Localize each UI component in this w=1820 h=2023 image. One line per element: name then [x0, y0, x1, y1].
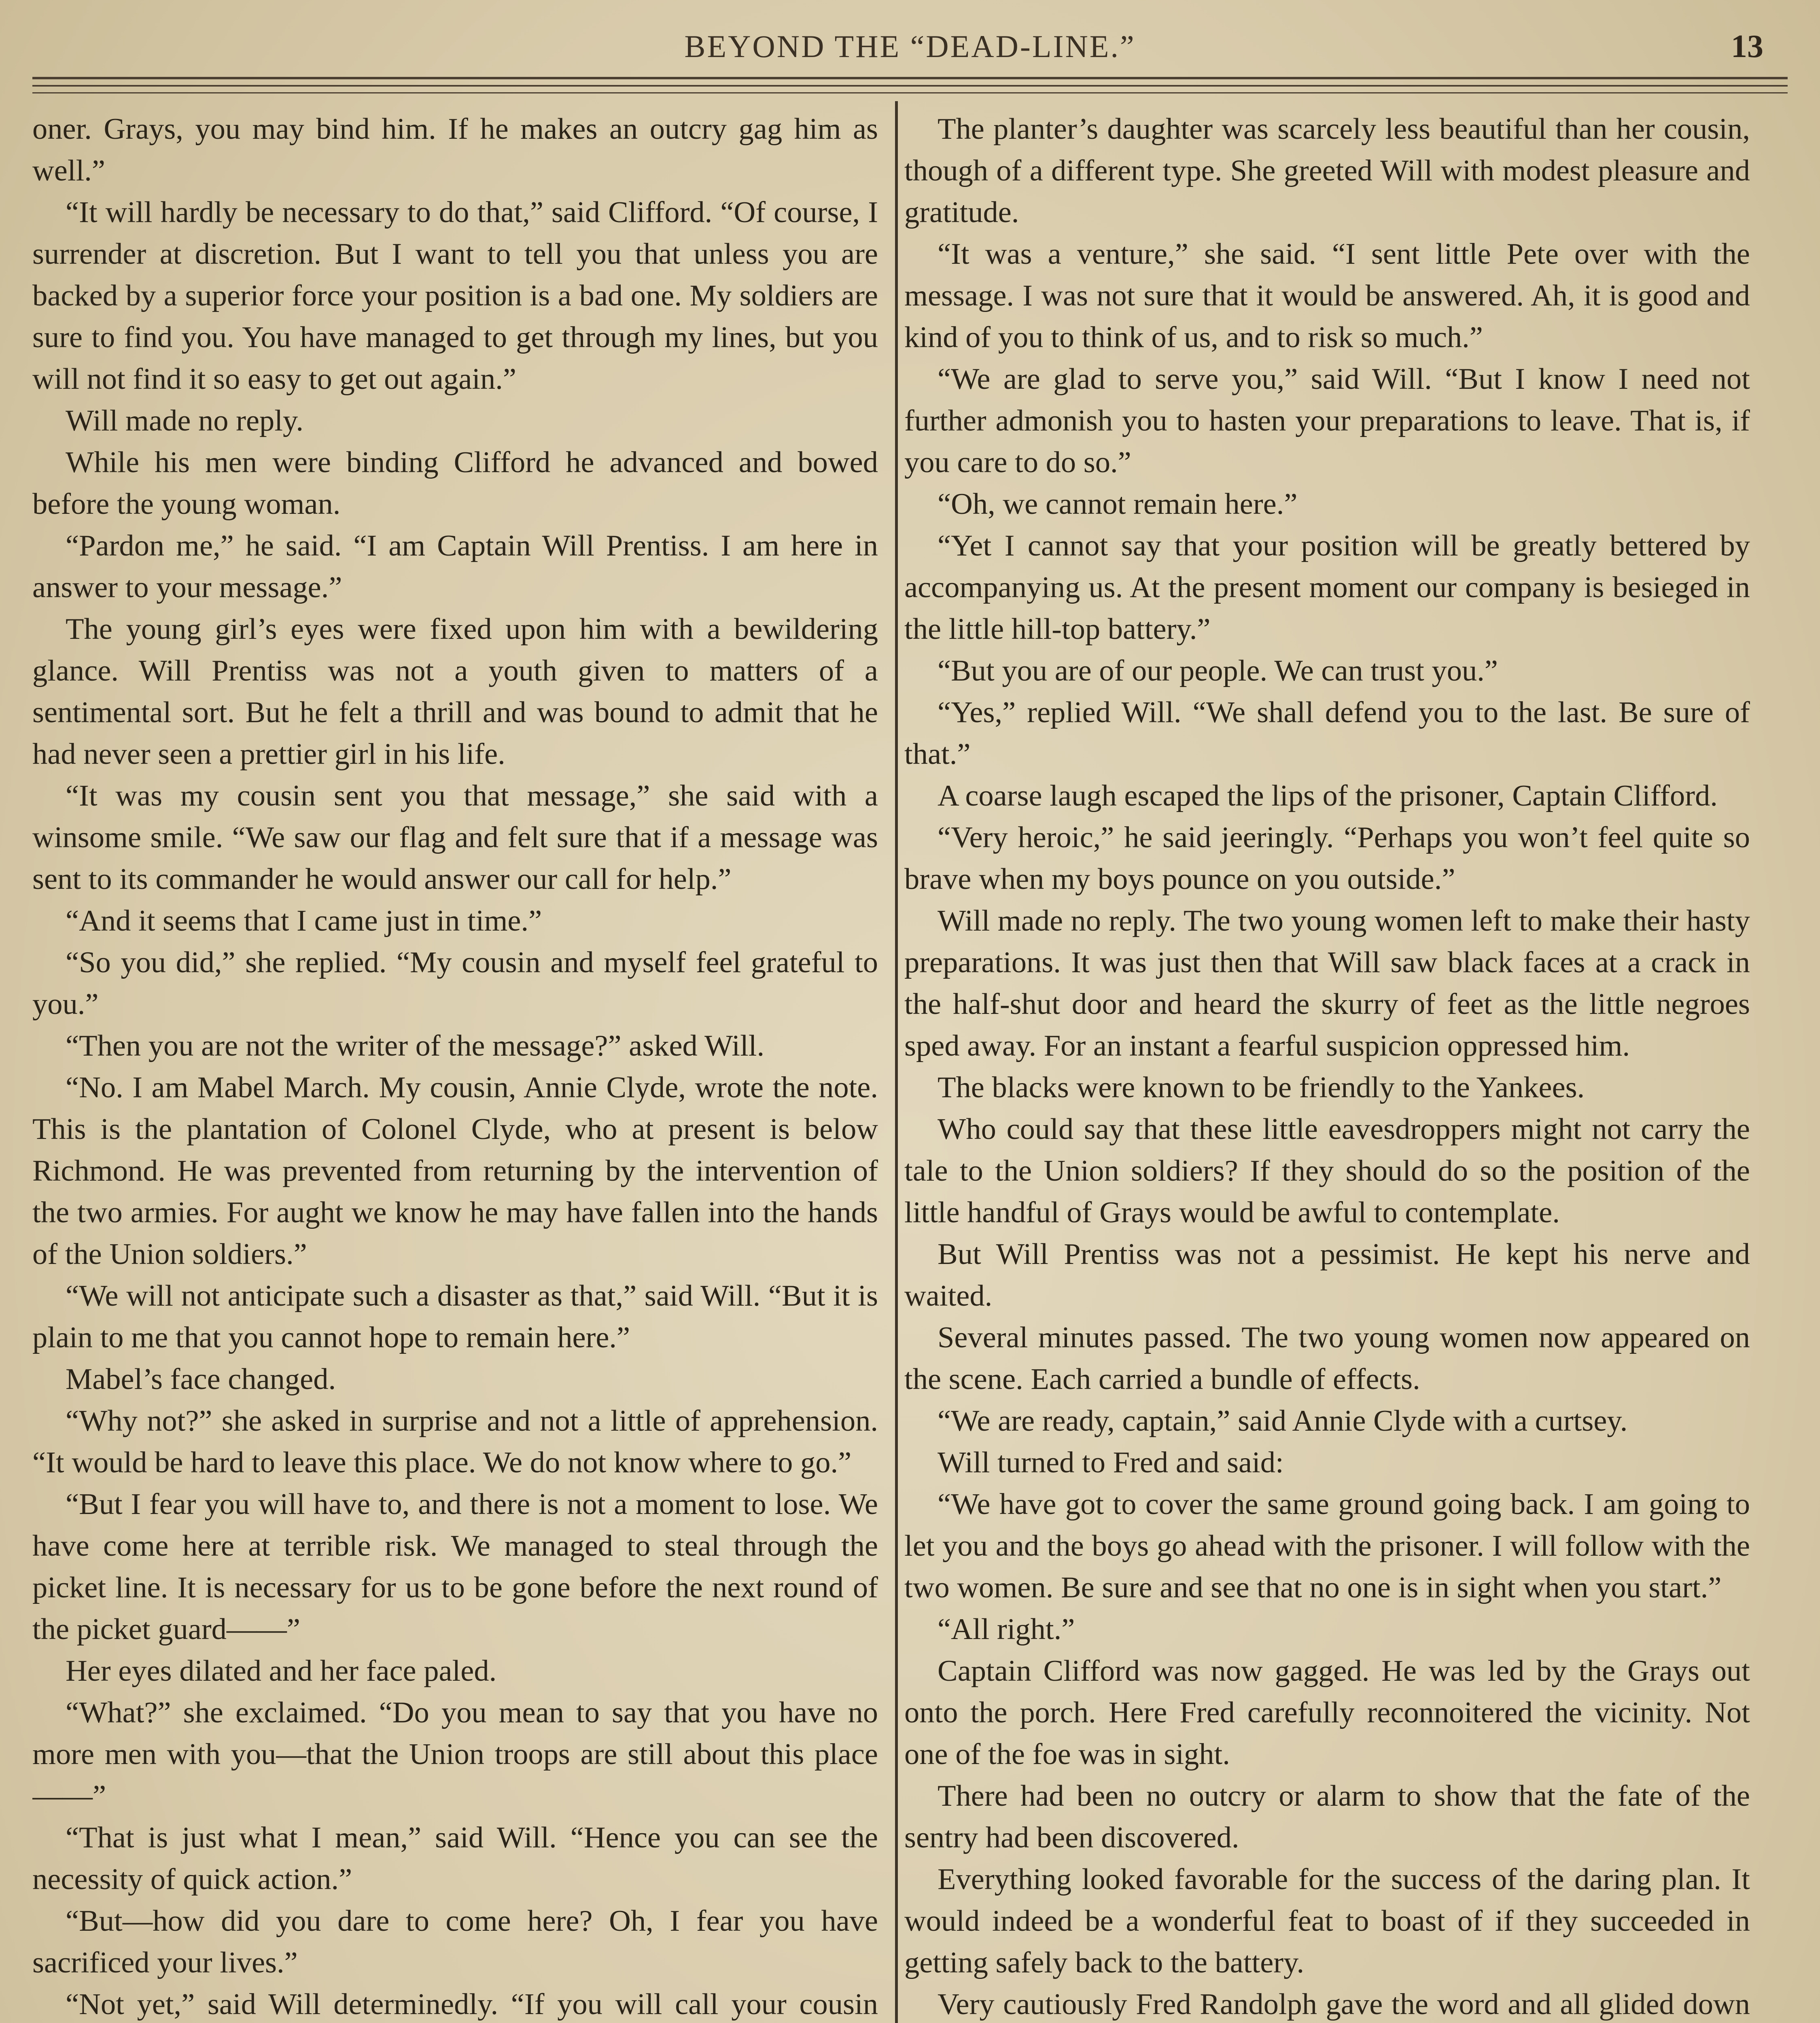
- paragraph: A coarse laugh escaped the lips of the prisoner, Captain Clifford.: [938, 779, 1718, 812]
- paragraph: Several minutes passed. The two young women now appeared on the scene. Each carried a bundle of effects.: [904, 1321, 1750, 1396]
- page-header-title: BEYOND THE “DEAD-LINE.”: [684, 29, 1136, 64]
- paragraph: “And it seems that I came just in time.”: [66, 904, 542, 937]
- paragraph: Mabel’s face changed.: [66, 1363, 336, 1396]
- paragraph: “Not yet,” said Will determinedly. “If you will call your cousin: [66, 1988, 878, 2021]
- paragraph: “Oh, we cannot remain here.”: [938, 488, 1298, 521]
- paragraph: Everything looked favorable for the success of the daring plan. It would indeed be a wonderful feat to boast of if they succeeded in getting safely back to the battery.: [904, 1863, 1750, 1979]
- paragraph: “Yet I cannot say that your position will be greatly bettered by accompanying us. At the present moment our company is besieged in the little hill-top battery.”: [904, 529, 1750, 646]
- running-header: [32, 16, 1788, 77]
- paragraph: “We are ready, captain,” said Annie Clyde with a curtsey.: [938, 1404, 1628, 1438]
- paragraph: But Will Prentiss was not a pessimist. He kept his nerve and waited.: [904, 1238, 1750, 1313]
- paragraph: “Why not?” she asked in surprise and not a little of apprehension. “It would be hard to leave this place. We do not know where to go.”: [32, 1404, 878, 1479]
- paragraph: “That is just what I mean,” said Will. “Hence you can see the necessity of quick action.”: [32, 1821, 878, 1896]
- paragraph: “All right.”: [938, 1613, 1075, 1646]
- paragraph: Will made no reply. The two young women left to make their hasty preparations. It was just then that Will saw black faces at a crack in the half-shut door and heard the skurry of feet as the little negroes sped away. For an instant a fearful suspicion oppressed him.: [904, 904, 1750, 1062]
- paragraph: The planter’s daughter was scarcely less beautiful than her cousin, though of a different type. She greeted Will with modest pleasure and gratitude.: [904, 112, 1750, 229]
- paragraph: “No. I am Mabel March. My cousin, Annie Clyde, wrote the note. This is the plantation of Colonel Clyde, who at present is below Richmond. He was prevented from returning by the intervention of the two armies. For aught we know he may have fallen into the hands of the Union soldiers.”: [32, 1071, 878, 1271]
- paragraph: “We have got to cover the same ground going back. I am going to let you and the boys go ahead with the prisoner. I will follow with the two women. Be sure and see that no one is in sight when you start.”: [904, 1488, 1750, 1604]
- paragraph: “So you did,” she replied. “My cousin and myself feel grateful to you.”: [32, 946, 878, 1021]
- paragraph: Captain Clifford was now gagged. He was led by the Grays out onto the porch. Here Fred carefully reconnoitered the vicinity. Not one of the foe was in sight.: [904, 1654, 1750, 1771]
- paragraph: “It was my cousin sent you that message,” she said with a winsome smile. “We saw our flag and felt sure that if a message was sent to its commander he would answer our call for help.”: [32, 779, 878, 896]
- paragraph: Will made no reply.: [66, 404, 303, 437]
- paragraph: “It will hardly be necessary to do that,” said Clifford. “Of course, I surrender at discretion. But I want to tell you that unless you are backed by a superior force your position is a bad one. My soldiers are sure to find you. You have managed to get through my lines, but you will not find it so easy to get out again.”: [32, 196, 878, 396]
- paragraph: “We are glad to serve you,” said Will. “But I know I need not further admonish you to hasten your preparations to leave. That is, if you care to do so.”: [904, 363, 1750, 479]
- paragraph: “But you are of our people. We can trust you.”: [938, 654, 1498, 687]
- paragraph: “But I fear you will have to, and there is not a moment to lose. We have come here at terrible risk. We managed to steal through the picket line. It is necessary for us to be gone before the next round of the picket guard——”: [32, 1488, 878, 1646]
- header-rule: [32, 77, 1788, 79]
- paragraph: Who could say that these little eavesdroppers might not carry the tale to the Union soldiers? If they should do so the position of the little handful of Grays would be awful to contemplate.: [904, 1113, 1750, 1229]
- paragraph: The blacks were known to be friendly to the Yankees.: [938, 1071, 1585, 1104]
- page-number: 13: [1731, 29, 1763, 64]
- paragraph: “We will not anticipate such a disaster as that,” said Will. “But it is plain to me that you cannot hope to remain here.”: [32, 1279, 878, 1354]
- paragraph: The young girl’s eyes were fixed upon him with a bewildering glance. Will Prentiss was not a youth given to matters of a sentimental sort. But he felt a thrill and was bound to admit that he had never seen a prettier girl in his life.: [32, 613, 878, 771]
- paragraph: Very cautiously Fred Randolph gave the word and all glided down: [938, 1988, 1750, 2021]
- paragraph: “Then you are not the writer of the message?” asked Will.: [66, 1029, 765, 1062]
- paragraph: “But—how did you dare to come here? Oh, I fear you have sacrificed your lives.”: [32, 1904, 878, 1979]
- paragraph: There had been no outcry or alarm to show that the fate of the sentry had been discovered.: [904, 1779, 1750, 1854]
- paragraph: While his men were binding Clifford he advanced and bowed before the young woman.: [32, 446, 878, 521]
- right-column: [904, 108, 1750, 2023]
- paragraph: “Pardon me,” he said. “I am Captain Will Prentiss. I am here in answer to your message.”: [32, 529, 878, 604]
- paragraph: oner. Grays, you may bind him. If he makes an outcry gag him as well.”: [32, 112, 878, 187]
- paragraph: “Very heroic,” he said jeeringly. “Perhaps you won’t feel quite so brave when my boys pounce on you outside.”: [904, 821, 1750, 896]
- left-column: [32, 108, 878, 2023]
- paragraph: Will turned to Fred and said:: [938, 1446, 1284, 1479]
- column-divider: [895, 101, 898, 2023]
- paragraph: Her eyes dilated and her face paled.: [66, 1654, 497, 1688]
- paragraph: “Yes,” replied Will. “We shall defend you to the last. Be sure of that.”: [904, 696, 1750, 771]
- header-rule: [32, 85, 1788, 87]
- paragraph: “It was a venture,” she said. “I sent little Pete over with the message. I was not sure that it would be answered. Ah, it is good and kind of you to think of us, and to risk so much.”: [904, 238, 1750, 354]
- header-rule: [32, 92, 1788, 93]
- paragraph: “What?” she exclaimed. “Do you mean to say that you have no more men with you—that the Union troops are still about this place——”: [32, 1696, 878, 1813]
